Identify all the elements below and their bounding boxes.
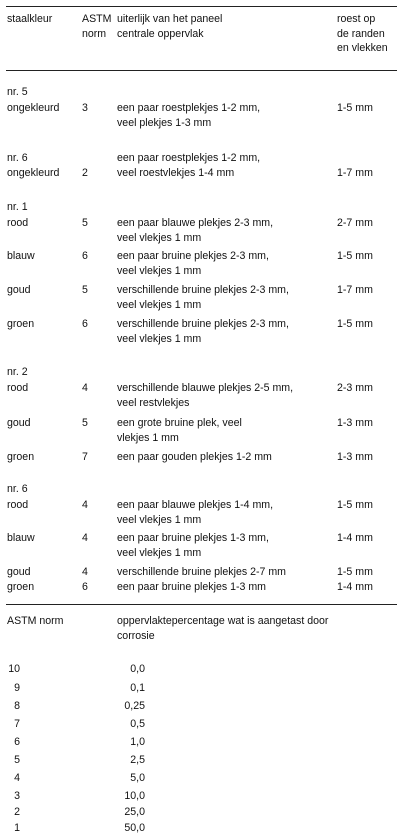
- section-rule: [6, 604, 397, 605]
- header-staalkleur: staalkleur: [7, 13, 53, 25]
- group-label: nr. 1: [7, 201, 28, 213]
- group-label: nr. 6: [7, 483, 28, 495]
- group-label: nr. 5: [7, 86, 28, 98]
- header-astm-norm: ASTM norm: [82, 13, 112, 40]
- top-rule: [6, 6, 397, 7]
- table2-header-astm-norm: ASTM norm: [7, 615, 64, 627]
- group-label: nr. 6: [7, 152, 28, 164]
- document-page: staalkleur ASTM norm uiterlijk van het paneel centrale oppervlak roest op de randen en vlekken nr. 5 ongekleurd 3 een paar roestplekjes 1-2 mm, veel plekjes 1-3 mm 1-5 mm nr. 6 ongekleurd 2 een paar roestplekjes 1-2 mm, veel roestvlekjes 1-4 mm 1-7 mm nr. 1 rood 5 een paar blauwe plekjes 2-3 mm, veel vlekjes 1 mm 2-7 mm blauw 6 een paar bruine plekjes 2-3 mm, veel vlekjes 1 mm 1-5 mm goud 5 verschillende bruine plekjes 2-3 mm, veel vlekjes 1 mm 1-7 mm groen 6 verschillende bruine plekjes 2-3 mm, veel vlekjes 1 mm 1-5 mm nr. 2 rood 4 verschillende blauwe plekjes 2-5 mm, veel restvlekjes 2-3 mm goud 5 een grote bruine plek, veel vlekjes 1 mm 1-3 mm groen 7 een paar gouden plekjes 1-2 mm 1-3 mm nr. 6 rood 4 een paar blauwe plekjes 1-4 mm, veel vlekjes 1 mm 1-5 mm blauw 4 een paar bruine plekjes 1-3 mm, veel vlekjes 1 mm 1-4 mm goud 4 verschillende bruine plekjes 2-7 mm 1-5 mm groen 6 een paar bruine plekjes 1-3 mm 1-4 mm ASTM norm oppervlaktepercentage wat is aangetast door corrosie 10 0,0 9 0,1 8 0,25 7 0,5 6 1,0 5 2,5 4 5,0 3 10,0 2 25,0 1 50,0: [0, 0, 400, 840]
- group-label: nr. 2: [7, 366, 28, 378]
- header-roest: roest op de randen en vlekken: [337, 13, 388, 54]
- header-uiterlijk: uiterlijk van het paneel centrale oppervlak: [117, 13, 223, 40]
- header-rule: [6, 70, 397, 71]
- table2-header-percentage: oppervlaktepercentage wat is aangetast door corrosie: [117, 615, 329, 642]
